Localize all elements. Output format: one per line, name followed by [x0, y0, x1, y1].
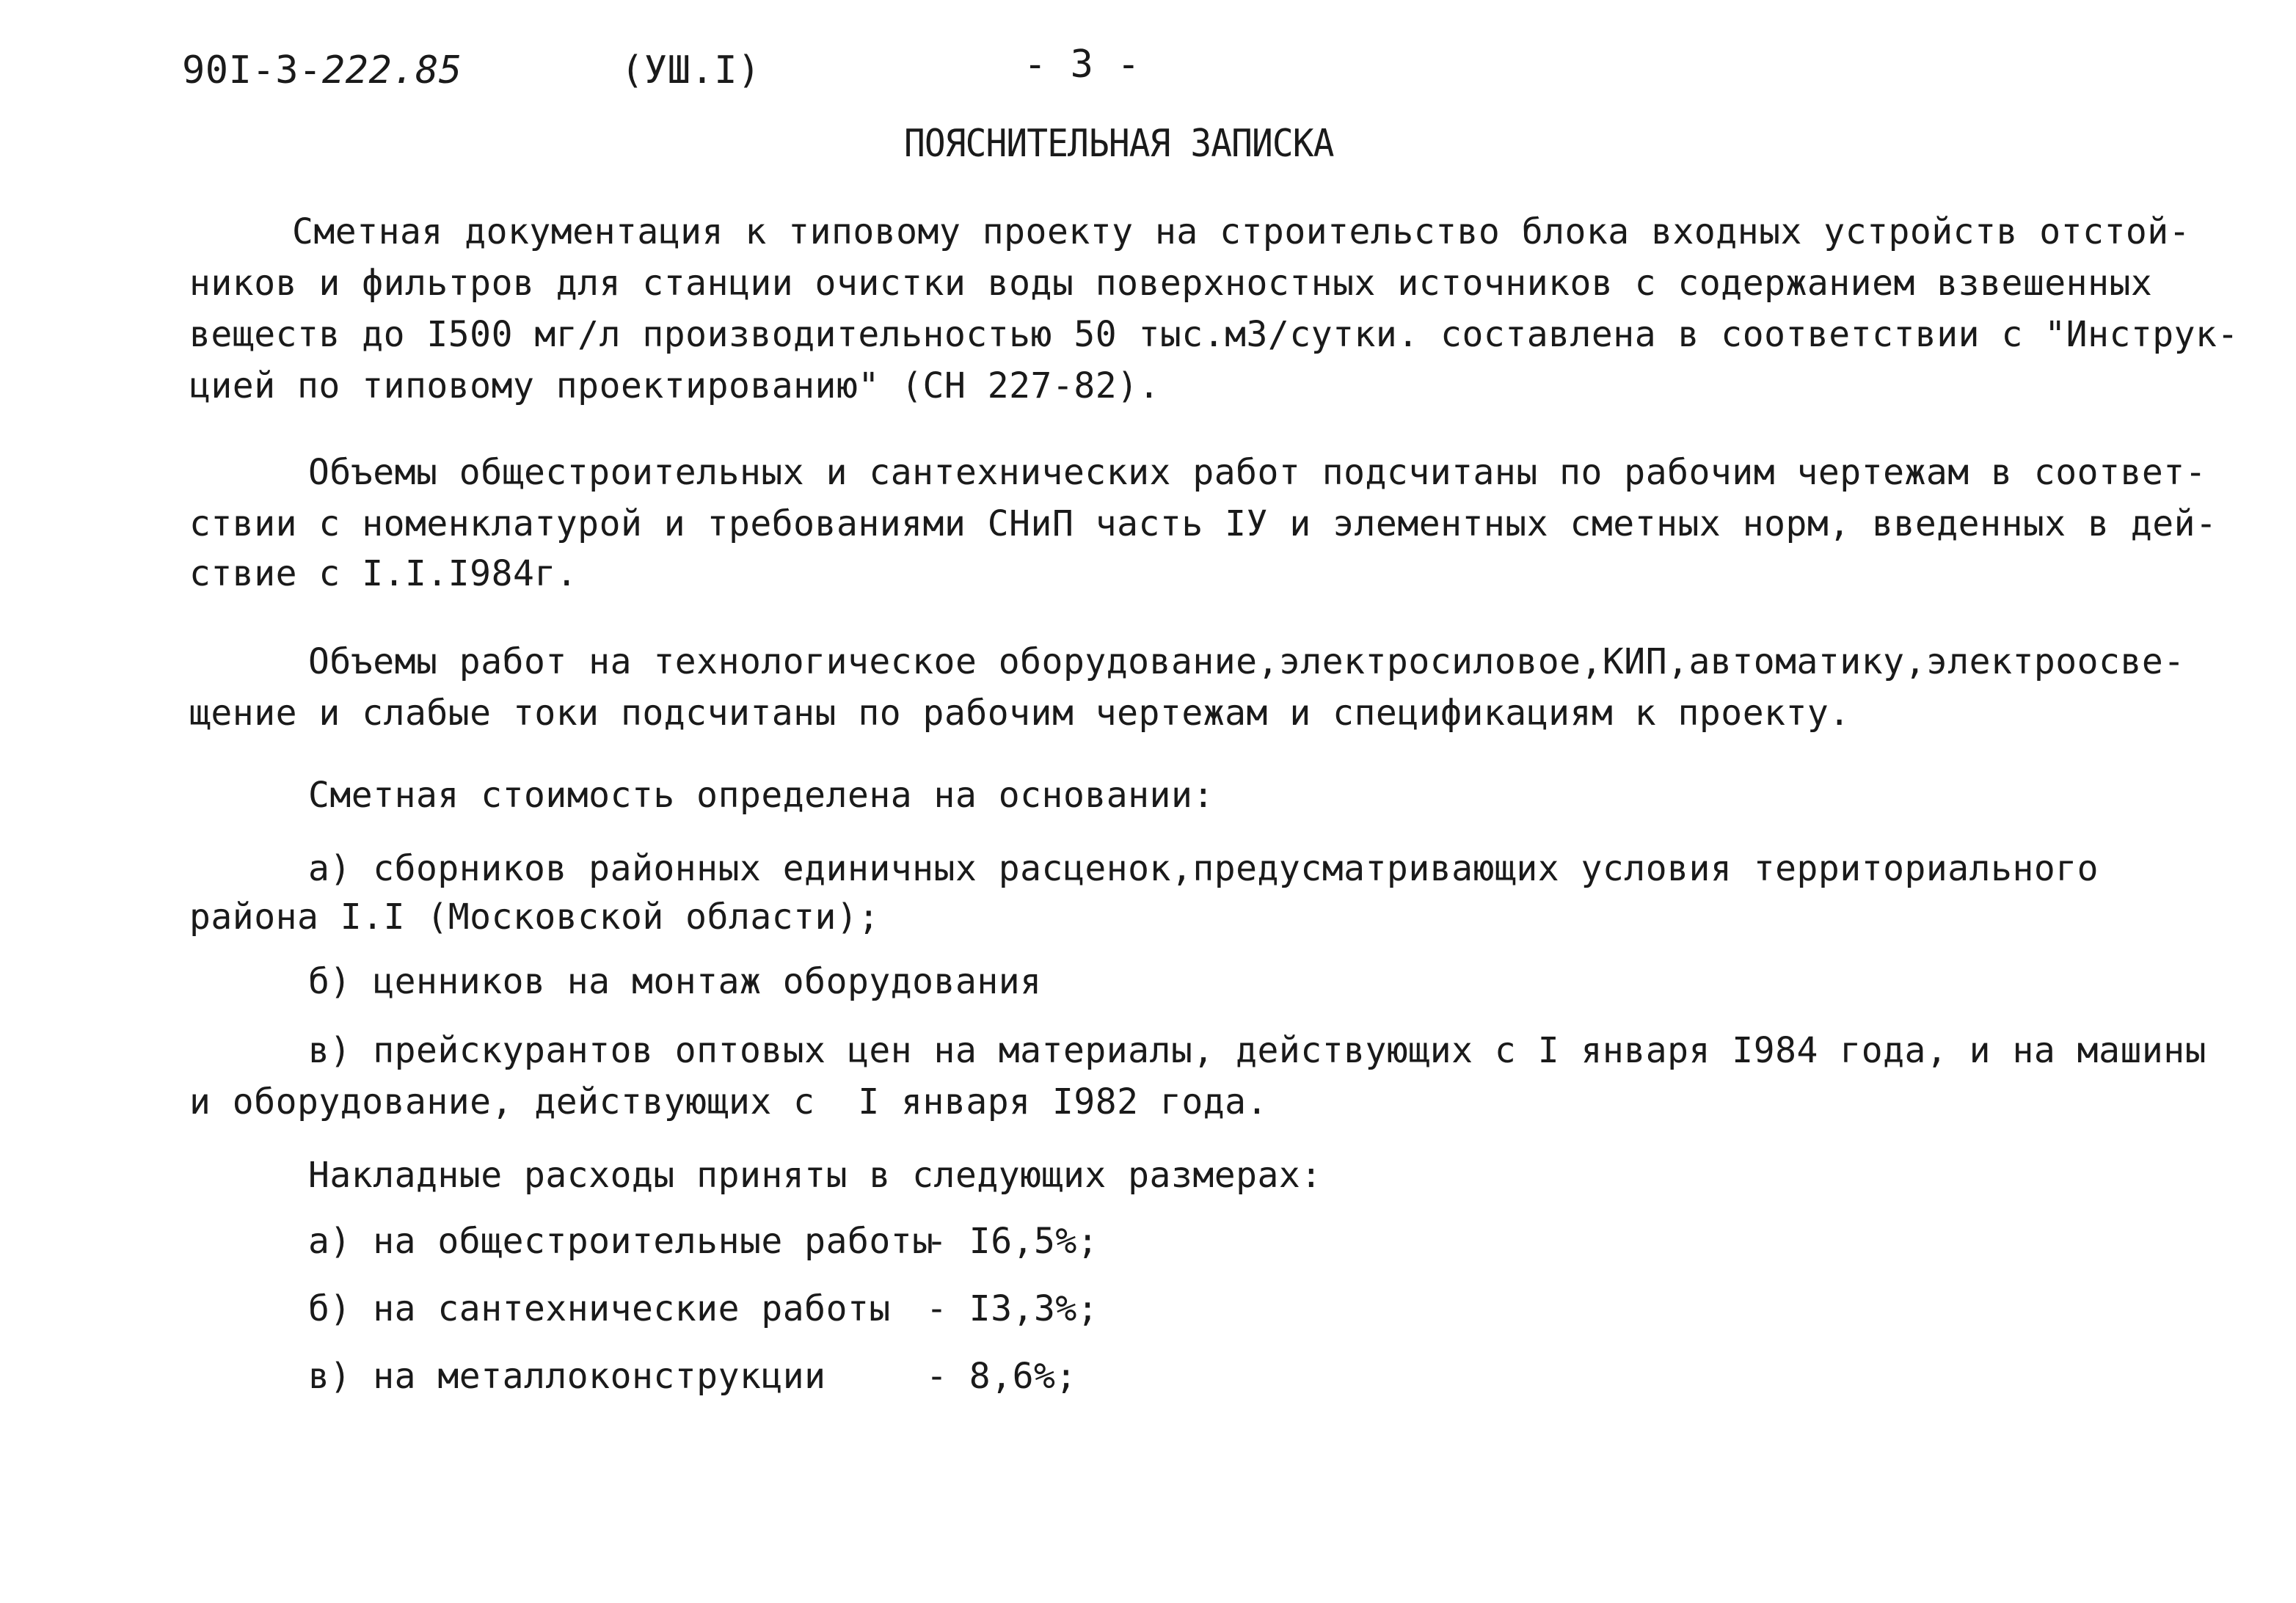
- paragraph-1-line-1: Сметная документация к типовому проекту на строительство блока входных устройств отстой-: [292, 211, 2191, 252]
- list-item-v-line-1: в) прейскурантов оптовых цен на материалы, действующих с I января I984 года, и на машины: [308, 1030, 2207, 1071]
- overhead-value-b: - I3,3%;: [926, 1288, 1099, 1329]
- paragraph-3-line-2: щение и слабые токи подсчитаны по рабочим чертежам и спецификациям к проекту.: [189, 693, 1851, 734]
- document-code-prefix: 90I-3-: [182, 48, 322, 92]
- page-number: - 3 -: [1024, 43, 1141, 87]
- list-item-a-line-2: района I.I (Московской области);: [189, 897, 880, 938]
- paragraph-5: Накладные расходы приняты в следующих размерах:: [308, 1155, 1322, 1196]
- paragraph-4: Сметная стоимость определена на основании:: [308, 775, 1214, 816]
- document-code-handwritten: 222.85: [321, 48, 462, 92]
- album-number: (УШ.I): [621, 48, 761, 92]
- overhead-value-a: - I6,5%;: [926, 1221, 1099, 1262]
- paragraph-1-line-3: веществ до I500 мг/л производительностью 50 тыс.м3/сутки. составлена в соответствии с "Инструк-: [189, 314, 2239, 355]
- paragraph-3-line-1: Объемы работ на технологическое оборудование,электросиловое,КИП,автоматику,электроосве-: [308, 641, 2185, 682]
- list-item-a-line-1: а) сборников районных единичных расценок,предусматривающих условия территориального: [308, 848, 2099, 889]
- paragraph-2-line-3: ствие с I.I.I984г.: [189, 553, 578, 594]
- document-code: [182, 48, 462, 92]
- overhead-value-v: - 8,6%;: [926, 1356, 1077, 1397]
- paragraph-1-line-2: ников и фильтров для станции очистки воды поверхностных источников с содержанием взвешенных: [189, 263, 2153, 304]
- paragraph-1-line-4: цией по типовому проектированию" (СН 227-82).: [189, 365, 1160, 406]
- paragraph-2-line-1: Объемы общестроительных и сантехнических работ подсчитаны по рабочим чертежам в соответ-: [308, 452, 2207, 493]
- overhead-label-v: в) на металлоконструкции: [308, 1356, 826, 1397]
- list-item-v-line-2: и оборудование, действующих с I января I982 года.: [189, 1081, 1268, 1122]
- overhead-label-a: а) на общестроительные работы: [308, 1221, 934, 1262]
- list-item-b: б) ценников на монтаж оборудования: [308, 961, 1042, 1002]
- paragraph-2-line-2: ствии с номенклатурой и требованиями СНиП часть IУ и элементных сметных норм, введенных в дей-: [189, 503, 2217, 544]
- page-title: ПОЯСНИТЕЛЬНАЯ ЗАПИСКА: [904, 122, 1334, 166]
- overhead-label-b: б) на сантехнические работы: [308, 1288, 891, 1329]
